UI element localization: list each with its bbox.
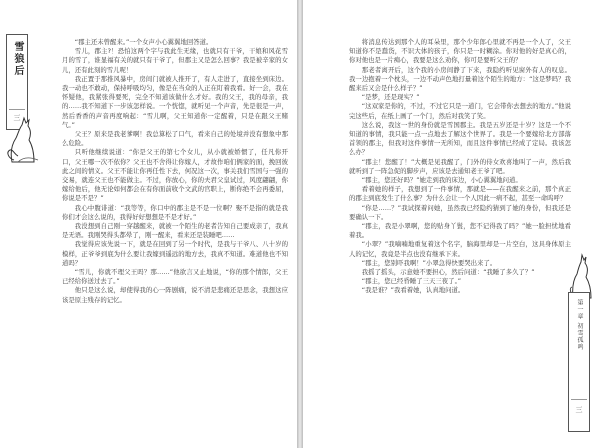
paragraph: 父王？原来是我老爹啊！我总算松了口气，看来自己的处境并没有想象中那么危险。 — [62, 130, 288, 148]
book-title: 雪狼后 — [12, 41, 23, 77]
paragraph: 我觉得应该先说一下，就是在回到了另一个时代，是我与干爷八、八十岁的模样，正爷爷到底为什么要让我嫁到遥远的地方去，我真不知道。难道他也不知道吗？ — [62, 240, 288, 267]
paragraph: 我正置于那推风暴中，房间门就被人推开了，有人走进了，直接坐到床边。我一动也不敢动，保持呼吸均匀，像是在当众的人正在盯着我看。好一会，我在怀疑他，我紧张得要死，完全不知道该做什么才好。我的父王，我的母亲，我的……我不知道下一步该怎样说。一个恍惚，就听见一个声音，先是很是一声，然后香香的声音再度响起：“雪儿啊，父王知道你一定醒着，只是在跟父王赌气。” — [62, 74, 288, 129]
paragraph: 只听他继续说道：“你是父王的第七个女儿，从小就被娇惯了，任凡你开口，父王哪一次不依你？父王也不舍得让你嫁人，才故作咱们俩家的面，挽回彼此之间的情义。父王不能让你再任性下去，何况这一次，事关我们雪国与一强的交易，就连父王也不能做主。不过，你放心，你的夫君父皇试过，风度翩翩，你嫁给他后，他无论如何都会在有你面前收个文武的官职上，断你绝不会再委屈，你说是不是？” — [62, 148, 288, 203]
paragraph: 我没想到自己刚一穿越醒来，就被一个陌生的老者告知自己要成亲了，我真是无语。我刚哭得头都晕了，刚一醒来，看来还是装睡吧…… — [62, 222, 288, 240]
paragraph: “这双家是你的，不过，不过它只是一道门，它会带你去想去的地方。”他说完这些后，在纸上画了一个门，然后对我笑了笑。 — [349, 102, 571, 120]
paragraph: “郡主还未曾醒来。”一个女声小心翼翼地回答道。 — [74, 38, 213, 46]
paragraph: 那老者离开后，这个我的小房间静了下来，我隐约听见窗外有人的叹息。我一边抱着一个枕头，一边不动声色地打量着这个陌生的地方：“这是梦吗？我醒来后又会是什么样子？” — [349, 65, 571, 93]
paragraph: “郡主，您已经昏睡了三天三夜了。” — [361, 277, 462, 286]
paragraph: “我是谁？”我看着她，认真地问道。 — [361, 286, 465, 295]
paragraph: “你是……？”我试探着问她，虽然我已经隐约猜到了她的身份，但我还是要确认一下。 — [349, 203, 571, 221]
tag-divider — [571, 399, 587, 400]
paragraph: 将消息传达到那个人的耳朵里，那个少年郎心里就不再是一个人了，父王知道你不是蠢货，不识大体的孩子，你只是一时糊涂。你对他的好是真心的，你对他也是一片痴心，我要是这么劝你，你可是要听父王的？ — [349, 38, 571, 65]
paragraph: 我摇了摇头，示意她不要担心，然后问道：“我睡了多久了？” — [361, 268, 535, 277]
chapter-bookmark-tag — [568, 292, 590, 432]
left-page — [0, 0, 297, 448]
paragraph: “雪儿，你就不理父王吗？那……”他欲言又止地说，“你的那个情郎，父王已经给你送过去了。” — [62, 268, 288, 286]
tag-divider — [9, 109, 25, 110]
paragraph: “郡主，您别吓我啊！”小翠急得快要哭出来了。 — [361, 258, 497, 267]
page-number: 三 — [13, 114, 21, 122]
paragraph: “是梦，还是现实？” — [361, 93, 420, 102]
howling-wolf-icon — [4, 112, 44, 164]
chapter-title: 第一章 初雪孤鸣 — [576, 299, 583, 351]
page-body-text — [349, 38, 571, 440]
paragraph: 这么说，我这一世的身份就是雪国郡主。我是五岁还是十岁？这是一个不知道的事情，我只能一点一点地去了解这个世界了。我是一个要嫁给北方部落首领的郡主，但我对这件事情一无所知，而且这件事情已经成了定局。我该怎么办？ — [349, 120, 571, 157]
page-body-text — [62, 38, 288, 440]
right-page — [303, 0, 600, 448]
paragraph: “郡主，我是小翠啊，您的贴身丫鬟，您不记得我了吗？”她一脸担忧地看着我。 — [349, 222, 571, 240]
paragraph: 他只是这么说，却使得我的心一阵剧痛，说不清是悲痛还是思念，我想这应该是原主残存的记忆。 — [62, 286, 288, 304]
paragraph: 我心中腹诽道：“我等等，你口中的郡主是不是一位啊？娶不是指的就是我你们才会这么说的，我得好好想想是不是才好。” — [62, 203, 288, 221]
paragraph: 雪儿，郡主?！恐怕这两个字与我此生无缘，也就只有干爷，干娘和风花雪月的雪了，谁显福有关的就只有干爷了，但郡主又是怎么回事？我是被辛家的女儿，还有此刻的雪儿呢！ — [62, 47, 288, 74]
page-number: 三 — [575, 406, 583, 414]
paragraph: “郡主！您醒了！”大概是见我醒了，门外的侍女欢喜地叫了一声，然后我就听到了一阵急促的脚步声，应该是去通知老王爷了吧。 — [349, 157, 571, 175]
paragraph: “小翠？”我喃喃地重复着这个名字，脑海里却是一片空白，这具身体原主人的记忆，我竟是半点也没有继承下来。 — [349, 240, 571, 258]
paragraph: 看着她的样子，我想到了一件事情，那就是——在我醒来之前，那个真正的郡主到底发生了什么事？为什么会让一个人因此一病不起，甚至一命呜呼？ — [349, 185, 571, 203]
paragraph: “郡主，您还好吗？”她走到我的床边，小心翼翼地问道。 — [361, 176, 522, 185]
